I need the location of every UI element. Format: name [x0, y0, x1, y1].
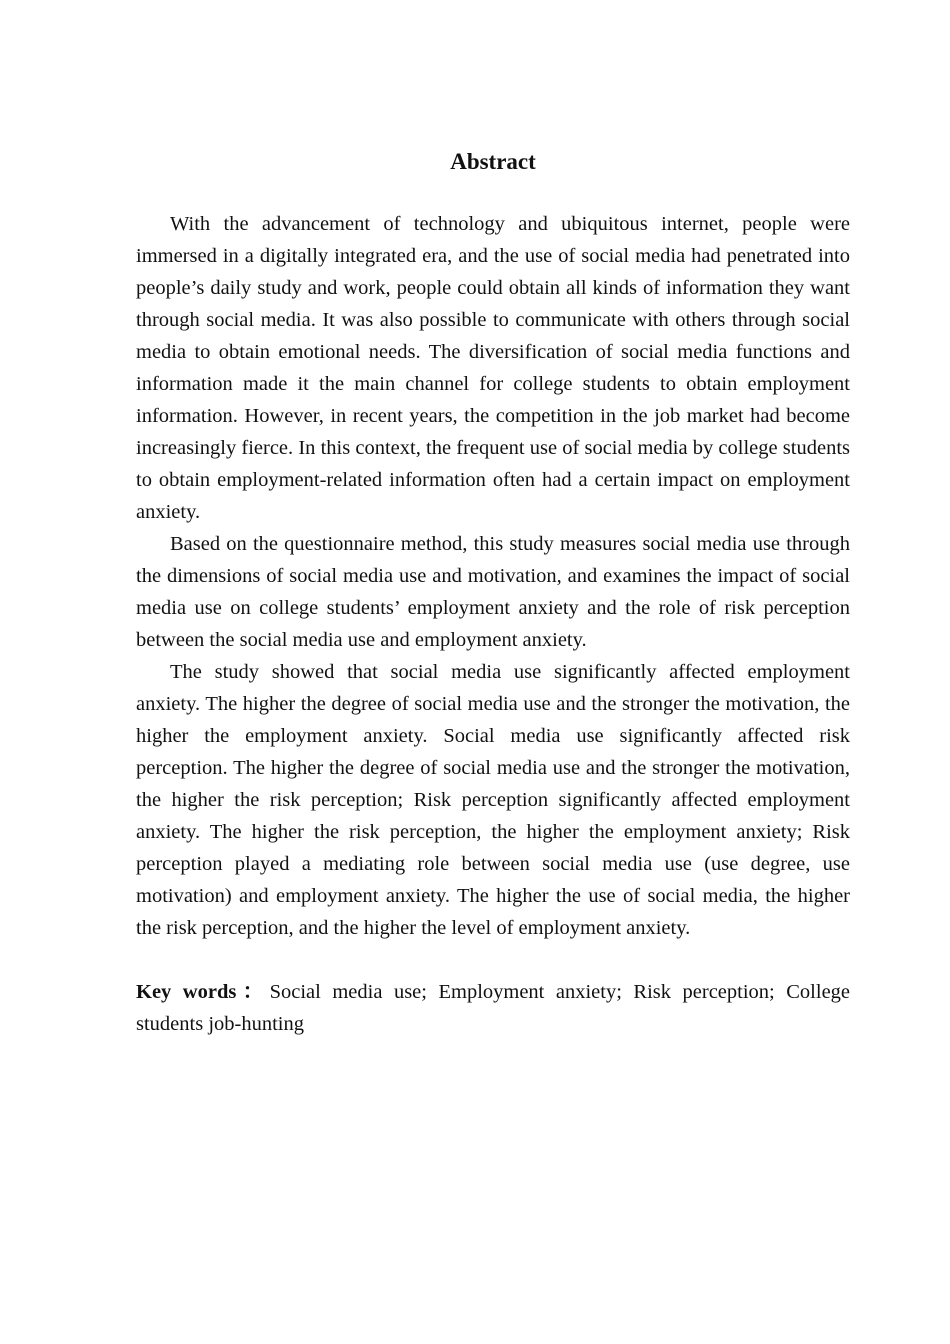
abstract-paragraph-3: The study showed that social media use significantly affected employment anxiety. The higher the degree of social media use and the stronger the motivation, the higher the employment anxiety. Social media use significantly affected risk perception. The higher the degree of social media use and the stronger the motivation, the higher the risk perception; Risk perception significantly affected employment anxiety. The higher the risk perception, the higher the employment anxiety; Risk perception played a mediating role between social media use (use degree, use motivation) and employment anxiety. The higher the use of social media, the higher the risk perception, and the higher the level of employment anxiety.: [136, 661, 850, 939]
keywords-text: Social media use; Employment anxiety; Risk perception; College students job-hunting: [136, 981, 851, 1035]
abstract-page: [136, 146, 850, 1040]
abstract-title: Abstract: [450, 149, 536, 174]
keywords-label: Key words：: [136, 981, 270, 1003]
abstract-paragraph-1: With the advancement of technology and ubiquitous internet, people were immersed in a digitally integrated era, and the use of social media had penetrated into people’s daily study and work, people could obtain all kinds of information they want through social media. It was also possible to communicate with others through social media to obtain emotional needs. The diversification of social media functions and information made it the main channel for college students to obtain employment information. However, in recent years, the competition in the job market had become increasingly fierce. In this context, the frequent use of social media by college students to obtain employment-related information often had a certain impact on employment anxiety.: [136, 213, 850, 523]
keywords-line: [136, 976, 850, 1040]
abstract-paragraph-2: Based on the questionnaire method, this study measures social media use through the dimensions of social media use and motivation, and examines the impact of social media use on college students’ employment anxiety and the role of risk perception between the social media use and employment anxiety.: [136, 533, 850, 651]
